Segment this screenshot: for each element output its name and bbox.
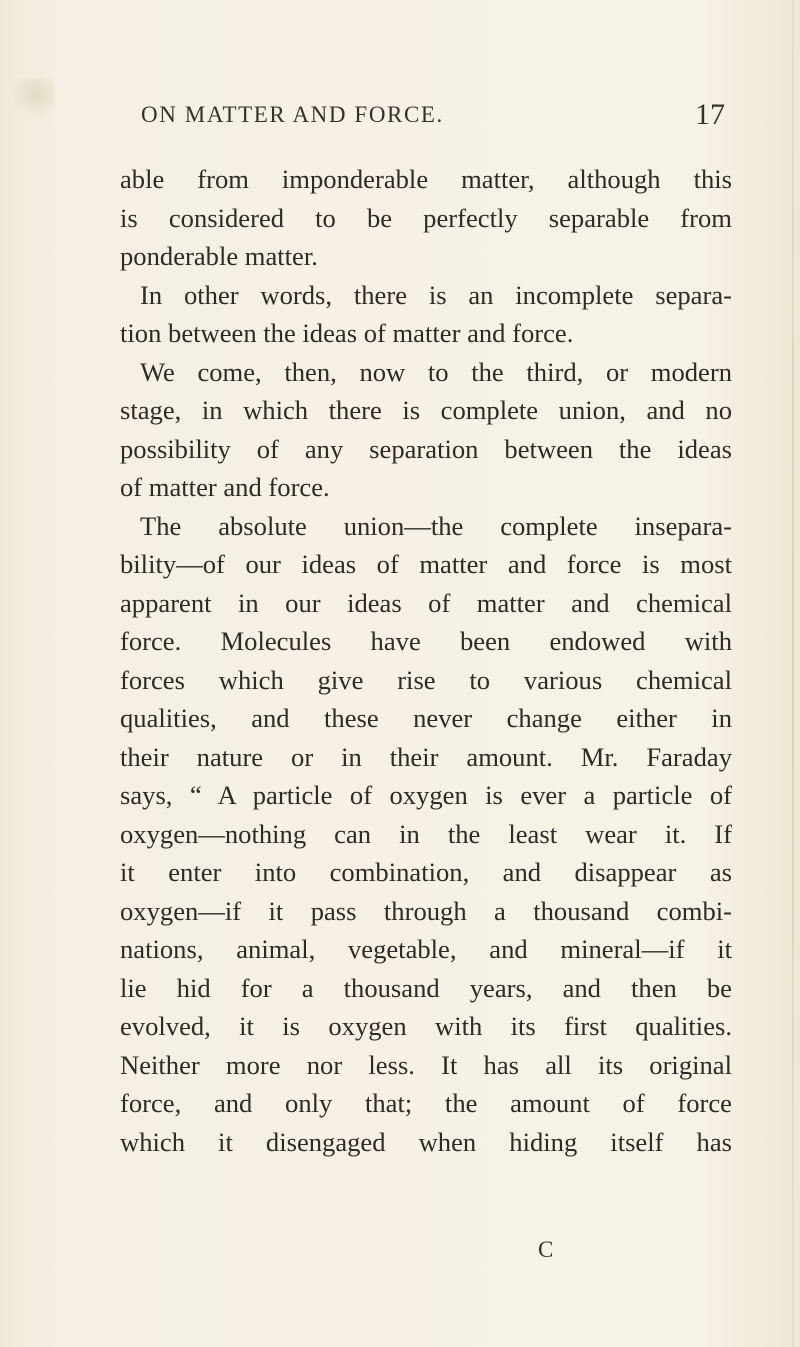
body-text [120, 160, 732, 1161]
text-line: The absolute union—the complete insepara- [140, 510, 732, 541]
text-line: We come, then, now to the third, or modern [140, 356, 732, 387]
text-line: force. Molecules have been endowed with [120, 626, 732, 656]
text-line: bility—of our ideas of matter and force is most [120, 549, 732, 579]
text-line: In other words, there is an incomplete separa- [140, 279, 732, 310]
text-line: is considered to be perfectly separable from [120, 202, 732, 233]
text-line: Neither more nor less. It has all its original [120, 1049, 732, 1080]
running-head-title: ON MATTER AND FORCE. [141, 102, 444, 127]
text-line: says, “ A particle of oxygen is ever a particle of [120, 780, 732, 810]
text-line: of matter and force. [120, 472, 330, 502]
text-line: oxygen—nothing can in the least wear it. If [120, 818, 732, 849]
signature-mark: C [538, 1237, 554, 1262]
text-line: which it disengaged when hiding itself has [120, 1126, 732, 1157]
page-stain [10, 78, 55, 118]
page-number: 17 [695, 98, 725, 131]
text-line: nations, animal, vegetable, and mineral—if it [120, 934, 732, 964]
text-line: force, and only that; the amount of force [120, 1088, 732, 1118]
text-line: it enter into combination, and disappear as [120, 857, 732, 887]
text-line: ponderable matter. [120, 241, 318, 271]
text-line: oxygen—if it pass through a thousand combi- [120, 895, 732, 926]
text-line: apparent in our ideas of matter and chemical [120, 587, 732, 618]
text-line: evolved, it is oxygen with its first qualities. [120, 1011, 732, 1041]
text-line: stage, in which there is complete union, and no [120, 395, 732, 425]
text-line: able from imponderable matter, although this [120, 164, 732, 194]
text-line: their nature or in their amount. Mr. Faraday [120, 741, 732, 772]
text-line: forces which give rise to various chemical [120, 664, 732, 695]
text-line: tion between the ideas of matter and force. [120, 318, 574, 348]
text-line: lie hid for a thousand years, and then be [120, 972, 732, 1003]
text-line: qualities, and these never change either in [120, 703, 732, 733]
text-line: possibility of any separation between the ideas [120, 433, 732, 464]
page-edge [792, 0, 794, 1347]
running-head [120, 98, 725, 142]
